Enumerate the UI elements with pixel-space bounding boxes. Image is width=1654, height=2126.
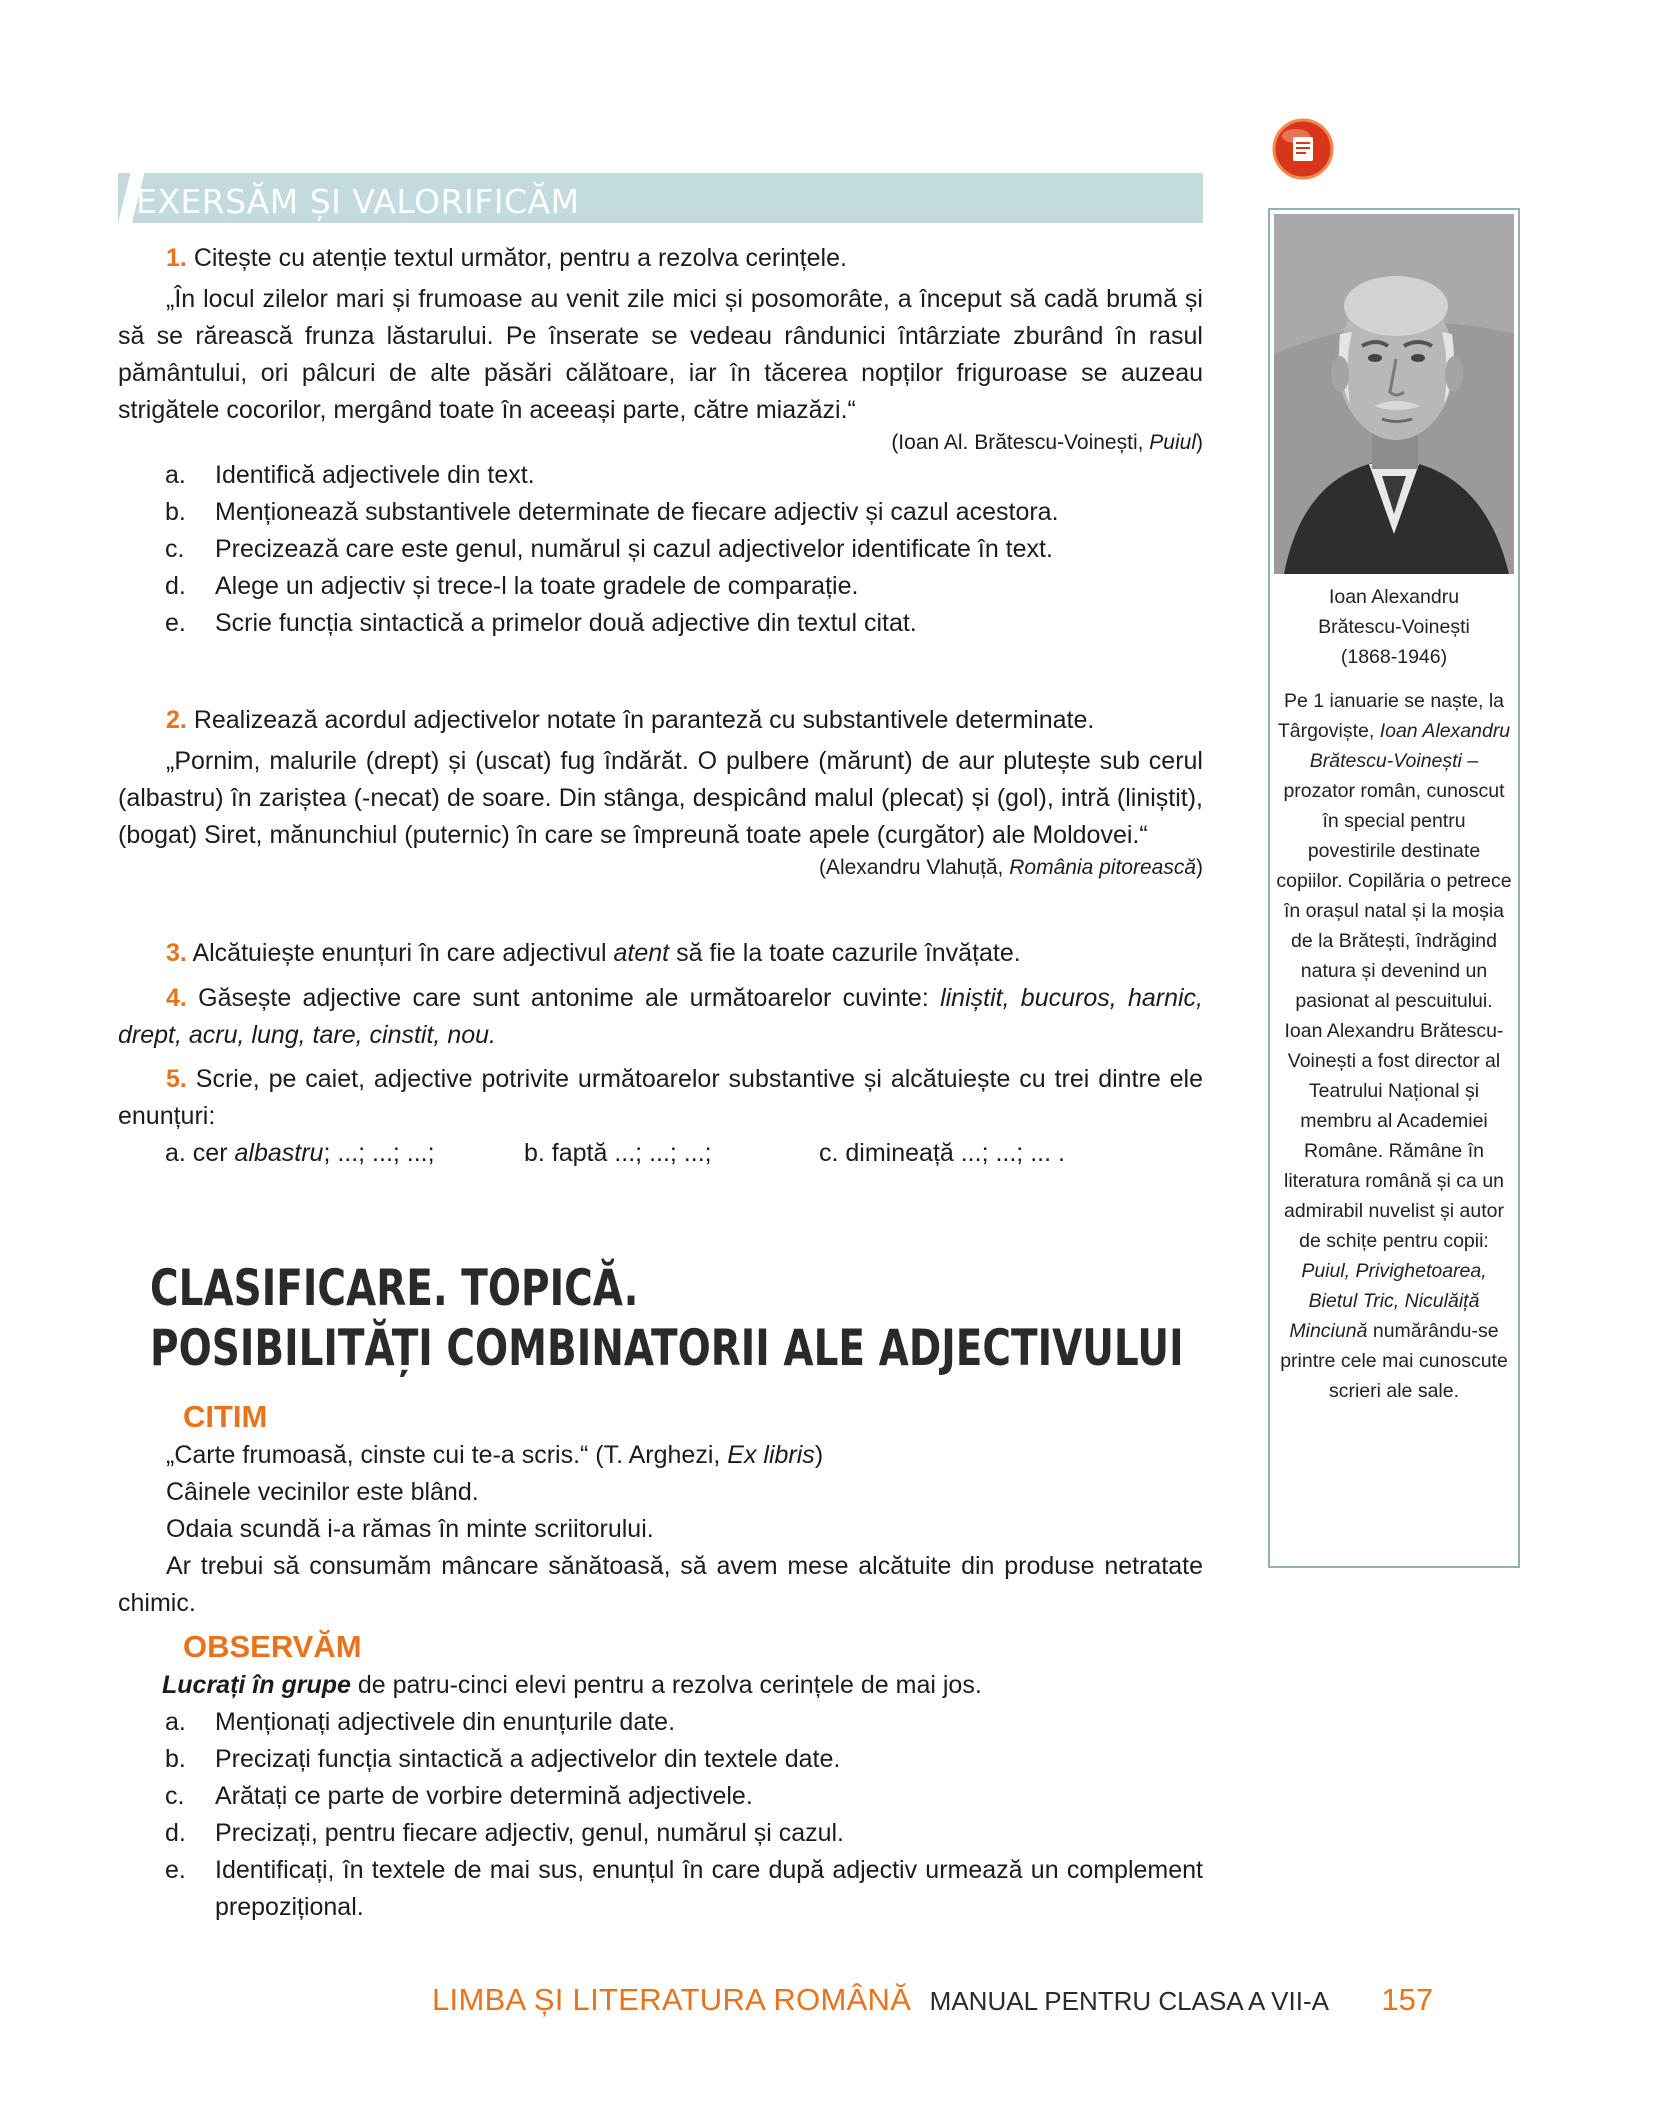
list-item xyxy=(165,1852,1203,1926)
item-text: Menționează substantivele determinate de fiecare adjectiv și cazul acestora. xyxy=(215,498,1059,526)
footer-subject: LIMBA ȘI LITERATURA ROMÂNĂ xyxy=(432,1982,912,2017)
item-letter: e. xyxy=(165,1856,186,1884)
author-name-line-1: Ioan Alexandru xyxy=(1328,586,1460,608)
item-letter: d. xyxy=(165,1819,186,1847)
observam-tasks xyxy=(118,1704,1203,1926)
item-text: Identifică adjectivele din text. xyxy=(215,461,535,489)
item-letter: b. xyxy=(165,1745,186,1773)
instruction-text: Realizează acordul adjectivelor notate în paranteză cu substantivele determinate. xyxy=(193,706,1095,734)
title-line-1: CLASIFICARE. TOPICĂ. xyxy=(150,1259,639,1317)
exercise-5-text xyxy=(118,1061,1203,1135)
exercise-number: 4. xyxy=(166,984,187,1012)
list-item xyxy=(165,494,1203,531)
bio-author-name: Ioan Alexandru Brătescu-Voinești xyxy=(1309,720,1511,772)
exercise-5-options xyxy=(118,1135,1203,1172)
exercise-1-quote: „În locul zilelor mari și frumoase au venit zile mici și posomorâte, a început să cadă brumă și să se rărească frunza lăstarului. Pe înserate se vedeau rândunici întârziate zburând în rasul pământului, ori pâlcuri de alte păsări călătoare, iar în tăcerea nopților friguroase se auzeau strigătele cocorilor, mergând toate în aceeași parte, către miazăzi.“ xyxy=(118,285,1203,424)
quote-text: „Carte frumoasă, cinste cui te-a scris.“ (T. Arghezi, xyxy=(166,1441,721,1469)
option-a xyxy=(165,1135,435,1172)
item-text: Arătați ce parte de vorbire determină adjectivele. xyxy=(215,1782,753,1810)
footer-manual: MANUAL PENTRU CLASA A VII-A xyxy=(929,1986,1329,2016)
item-letter: d. xyxy=(165,572,186,600)
exercise-1-source xyxy=(118,431,1203,455)
item-letter: a. xyxy=(165,461,186,489)
item-letter: c. xyxy=(165,535,185,563)
instruction-text: Scrie, pe caiet, adjective potrivite următoarelor substantive și alcătuiește cu trei dintre ele enunțuri: xyxy=(118,1065,1203,1130)
instruction-text: Citește cu atenție textul următor, pentru a rezolva cerințele. xyxy=(193,244,847,272)
exercise-1-tasks xyxy=(118,457,1203,642)
option-c: c. dimineață ...; ...; ... . xyxy=(819,1139,1065,1167)
exercise-5 xyxy=(118,1061,1203,1172)
author-bio xyxy=(1274,582,1514,1406)
bio-works: Puiul, Privighetoarea, Bietul Tric, Niculăiță Minciună xyxy=(1289,1260,1487,1342)
source-author: (Alexandru Vlahuță, xyxy=(818,856,1004,879)
word-list: liniștit, bucuros, harnic, drept, acru, lung, tare, cinstit, nou. xyxy=(118,984,1204,1049)
list-item xyxy=(165,457,1203,494)
title-line-2: POSIBILITĂȚI COMBINATORII ALE ADJECTIVULUI xyxy=(150,1319,1184,1377)
source-work: Puiul xyxy=(1149,431,1196,454)
exercise-4-text xyxy=(118,980,1203,1054)
author-sidebar xyxy=(1268,208,1520,1568)
option-b: b. faptă ...; ...; ...; xyxy=(524,1139,712,1167)
bio-paragraph xyxy=(1274,686,1514,1406)
observam-section xyxy=(118,1627,1203,1926)
list-item xyxy=(165,568,1203,605)
author-portrait xyxy=(1274,214,1514,574)
source-close: ) xyxy=(1196,431,1203,454)
observam-heading: OBSERVĂM xyxy=(183,1629,362,1664)
section-title: EXERSĂM ȘI VALORIFICĂM xyxy=(136,182,580,221)
exercise-1 xyxy=(118,240,1203,642)
exercise-number: 2. xyxy=(166,706,187,734)
group-bold: Lucrați în grupe xyxy=(162,1671,351,1699)
sentence-4: Ar trebui să consumăm mâncare sănătoasă, să avem mese alcătuite din produse netratate chimic. xyxy=(118,1552,1203,1617)
source-close: ) xyxy=(1196,856,1203,879)
item-text: Menționați adjectivele din enunțurile date. xyxy=(215,1708,676,1736)
group-text: de patru-cinci elevi pentru a rezolva cerințele de mai jos. xyxy=(357,1671,982,1699)
text-after: să fie la toate cazurile învățate. xyxy=(676,939,1021,967)
exercise-2 xyxy=(118,702,1203,880)
exercise-3 xyxy=(118,935,1203,972)
exercise-1-instruction xyxy=(118,240,1203,277)
quote-close: ) xyxy=(814,1441,824,1469)
list-item xyxy=(165,1741,1203,1778)
exercise-3-text xyxy=(118,935,1203,972)
item-text: Precizați funcția sintactică a adjectivelor din textele date. xyxy=(215,1745,841,1773)
item-letter: c. xyxy=(165,1782,185,1810)
group-instruction xyxy=(118,1667,1203,1704)
item-text: Alege un adjectiv și trece-l la toate gradele de comparație. xyxy=(215,572,859,600)
exercise-4 xyxy=(118,980,1203,1054)
book-badge-icon xyxy=(1272,118,1334,180)
exercise-number: 1. xyxy=(166,244,187,272)
exercise-number: 5. xyxy=(166,1065,187,1093)
exercise-2-instruction xyxy=(118,702,1203,739)
option-a-suffix: ; ...; ...; ...; xyxy=(323,1139,435,1167)
exercise-2-quote: „Pornim, malurile (drept) și (uscat) fug îndărăt. O pulbere (mărunt) de aur plutește sub cerul (albastru) în zariștea (-necat) de soare. Din stânga, despicând malul (plecat) și (gol), intră (liniștit), (bogat) Siret, mănunchiul (puternic) în care se împreună toate apele (curgător) ale Moldovei.“ xyxy=(118,747,1203,849)
source-author: (Ioan Al. Brătescu-Voinești, xyxy=(891,431,1144,454)
item-letter: e. xyxy=(165,609,186,637)
item-text: Scrie funcția sintactică a primelor două adjective din textul citat. xyxy=(215,609,917,637)
text-before: Alcătuiește enunțuri în care adjectivul xyxy=(192,939,607,967)
quote-work: Ex libris xyxy=(727,1441,815,1469)
lesson-title xyxy=(150,1258,1184,1378)
list-item xyxy=(165,1815,1203,1852)
option-a-prefix: a. cer xyxy=(165,1139,228,1167)
item-letter: b. xyxy=(165,498,186,526)
item-text: Identificați, în textele de mai sus, enunțul în care după adjectiv urmează un complement prepozițional. xyxy=(215,1856,1203,1921)
page-footer xyxy=(432,1982,1522,2032)
page-number: 157 xyxy=(1381,1982,1434,2017)
list-item xyxy=(165,1704,1203,1741)
instruction-text: Găsește adjective care sunt antonime ale următoarelor cuvinte: xyxy=(198,984,929,1012)
section-banner xyxy=(118,173,1203,223)
sentence-3: Odaia scundă i-a rămas în minte scriitorului. xyxy=(166,1515,654,1543)
author-years: (1868-1946) xyxy=(1340,646,1448,668)
author-name-line-2: Brătescu-Voinești xyxy=(1318,616,1470,638)
option-a-italic: albastru xyxy=(234,1139,324,1167)
item-letter: a. xyxy=(165,1708,186,1736)
list-item xyxy=(165,605,1203,642)
highlight-word: atent xyxy=(613,939,670,967)
bio-text-1: Pe 1 ianuarie se naște, la Târgoviște, xyxy=(1277,690,1505,742)
bio-text-3: numărându-se printre cele mai cunoscute scrieri ale sale. xyxy=(1280,1320,1508,1402)
citim-heading: CITIM xyxy=(183,1399,268,1434)
list-item xyxy=(165,1778,1203,1815)
exercise-number: 3. xyxy=(166,939,187,967)
exercise-2-source xyxy=(118,856,1203,880)
item-text: Precizează care este genul, numărul și cazul adjectivelor identificate în text. xyxy=(215,535,1053,563)
citim-section xyxy=(118,1397,1203,1622)
citim-quote xyxy=(118,1437,1203,1474)
list-item xyxy=(165,531,1203,568)
bio-text-2: – prozator român, cunoscut în special pentru povestirile destinate copiilor. Copilăria o petrece în orașul natal și la moșia de la Brătești, îndrăgind natura și devenind un pasionat al pescuitului. Ioan Alexandru Brătescu-Voinești a fost director al Teatrului Național și membru al Academiei Române. Rămâne în literatura română și ca un admirabil nuvelist și autor de schițe pentru copii: xyxy=(1276,750,1512,1252)
sentence-2: Câinele vecinilor este blând. xyxy=(166,1478,479,1506)
source-work: România pitorească xyxy=(1009,856,1196,879)
item-text: Precizați, pentru fiecare adjectiv, genul, numărul și cazul. xyxy=(215,1819,845,1847)
